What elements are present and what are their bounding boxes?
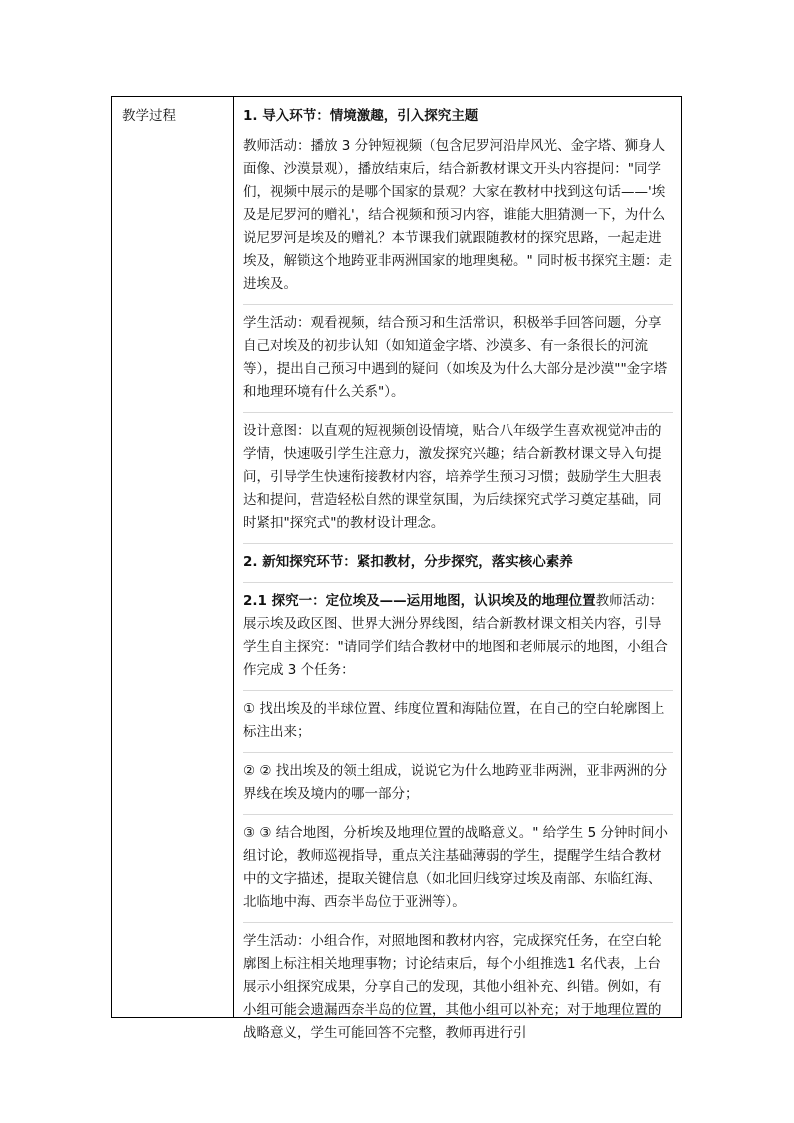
section2-heading: 2. 新知探究环节：紧扣教材，分步探究，落实核心素养 bbox=[243, 554, 573, 570]
section1-design-intent: 设计意图：以直观的短视频创设情境，贴合八年级学生喜欢视觉冲击的学情，快速吸引学生注意力，激发探究兴趣；结合新教材课文导入句提问，引导学生快速衔接教材内容，培养学生预习习惯；鼓励学生大胆表达和提问，营造轻松自然的课堂氛围，为后续探究式学习奠定基础，同时紧扣"探究式"的教材设计理念。 bbox=[243, 423, 662, 531]
row-label: 教学过程 bbox=[122, 108, 176, 124]
section1-student-activity: 学生活动：观看视频，结合预习和生活常识，积极举手回答问题，分享自己对埃及的初步认知（如知道金字塔、沙漠多、有一条很长的河流等），提出自己预习中遇到的疑问（如埃及为什么大部分是沙漠""金字塔和地理环境有什么关系"）。 bbox=[243, 315, 668, 400]
paragraph-divider bbox=[243, 922, 673, 923]
task-3: ③ ③ 结合地图，分析埃及地理位置的战略意义。" 给学生 5 分钟时间小组讨论，教师巡视指导，重点关注基础薄弱的学生，提醒学生结合教材中的文字描述，提取关键信息（如北回归线穿过埃及南部、东临红海、北临地中海、西奈半岛位于亚洲等）。 bbox=[243, 825, 668, 910]
section1-heading: 1. 导入环节：情境激趣，引入探究主题 bbox=[243, 108, 479, 124]
lesson-table bbox=[111, 96, 682, 1041]
paragraph-divider bbox=[243, 814, 673, 815]
subsection-body: 教师活动：展示埃及政区图、世界大洲分界线图，结合新教材课文相关内容，引导学生自主探究："请同学们结合教材中的地图和老师展示的地图，小组合作完成 3 个任务： bbox=[243, 593, 668, 678]
paragraph-divider bbox=[243, 690, 673, 691]
paragraph-divider bbox=[243, 304, 673, 305]
task-1: ① 找出埃及的半球位置、纬度位置和海陆位置，在自己的空白轮廓图上标注出来； bbox=[243, 701, 665, 740]
content-cell bbox=[243, 105, 673, 1052]
column-divider bbox=[233, 97, 234, 1017]
paragraph-divider bbox=[243, 582, 673, 583]
paragraph-divider bbox=[243, 412, 673, 413]
subsection-title: 2.1 探究一：定位埃及——运用地图，认识埃及的地理位置 bbox=[243, 593, 596, 609]
paragraph-divider bbox=[243, 752, 673, 753]
paragraph-divider bbox=[243, 543, 673, 544]
task-2: ② ② 找出埃及的领土组成，说说它为什么地跨亚非两洲，亚非两洲的分界线在埃及境内的哪一部分； bbox=[243, 763, 668, 802]
section1-teacher-activity: 教师活动：播放 3 分钟短视频（包含尼罗河沿岸风光、金字塔、狮身人面像、沙漠景观），播放结束后，结合新教材课文开头内容提问："同学们，视频中展示的是哪个国家的景观？大家在教材中找到这句话——'埃及是尼罗河的赠礼'，结合视频和预习内容，谁能大胆猜测一下，为什么说尼罗河是埃及的赠礼？本节课我们就跟随教材的探究思路，一起走进埃及，解锁这个地跨亚非两洲国家的地理奥秘。" 同时板书探究主题：走进埃及。 bbox=[243, 138, 672, 292]
section2-student-activity: 学生活动：小组合作，对照地图和教材内容，完成探究任务，在空白轮廓图上标注相关地理事物；讨论结束后，每个小组推选1 名代表，上台展示小组探究成果，分享自己的发现，其他小组补充、纠错。例如，有小组可能会遗漏西奈半岛的位置，其他小组可以补充；对于地理位置的战略意义，学生可能回答不完整，教师再进行引 bbox=[243, 933, 662, 1041]
section2-subsection bbox=[243, 590, 673, 689]
